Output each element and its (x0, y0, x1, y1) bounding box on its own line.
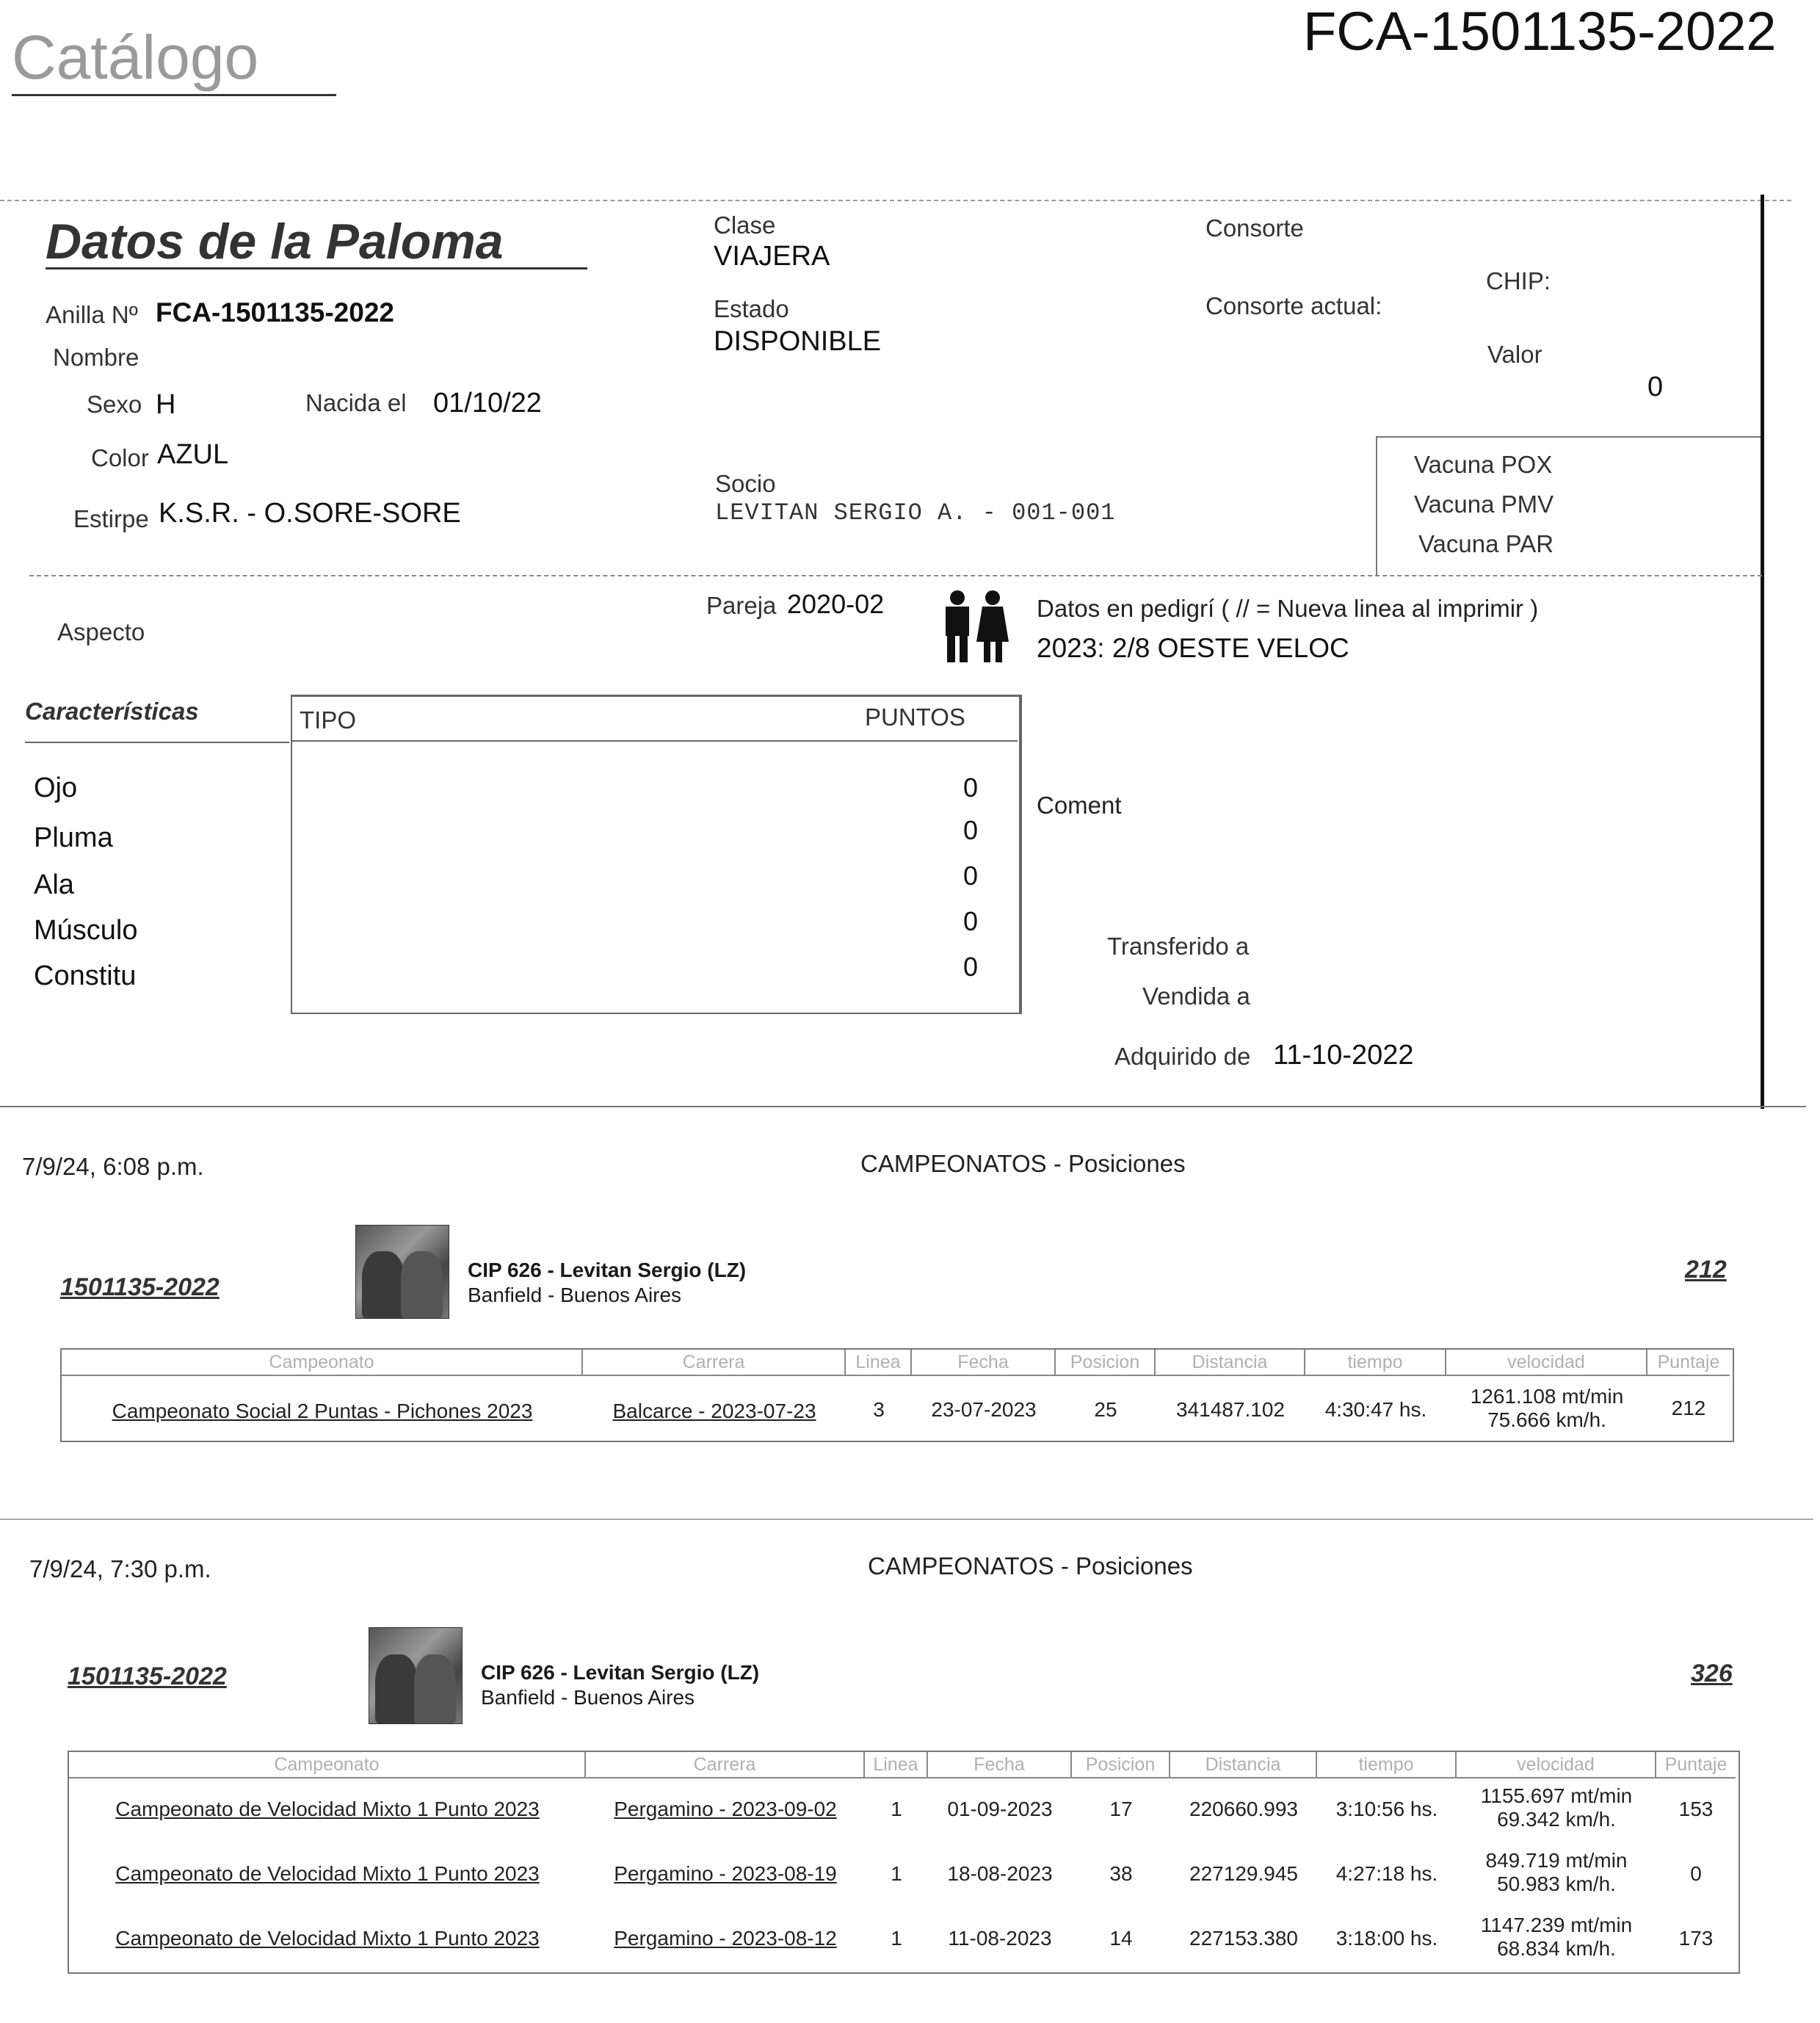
title-underline (12, 94, 336, 96)
frame-bottom-line (0, 1106, 1806, 1107)
r2-row1-velocidad-km: 69.342 km/h. (1497, 1808, 1616, 1831)
r1-row1-linea: 3 (873, 1398, 885, 1421)
catalog-title: Catálogo (12, 23, 259, 92)
clase-value: VIAJERA (714, 241, 830, 272)
tipo-header-line (291, 740, 1018, 742)
puntos-header: PUNTOS (865, 703, 965, 731)
frame-right-line (1761, 195, 1764, 1109)
r2-th-campeonato: Campeonato (69, 1752, 586, 1777)
r1-row1-posicion: 25 (1094, 1398, 1117, 1421)
r2-row1-campeonato[interactable]: Campeonato de Velocidad Mixto 1 Punto 2023 (115, 1798, 540, 1820)
nombre-label: Nombre (53, 344, 139, 371)
report1-ring-link[interactable]: 1501135-2022 (60, 1273, 220, 1301)
r1-th-campeonato: Campeonato (62, 1350, 583, 1375)
report1-owner: CIP 626 - Levitan Sergio (LZ) (468, 1259, 747, 1281)
r2-row2-distancia: 227129.945 (1189, 1862, 1298, 1885)
transferido-label: Transferido a (1107, 933, 1250, 960)
puntos-constitu: 0 (963, 952, 979, 982)
socio-label: Socio (715, 470, 776, 497)
color-value: AZUL (157, 439, 229, 470)
coment-label: Coment (1037, 792, 1122, 819)
puntos-ojo: 0 (963, 772, 979, 803)
r1-th-velocidad: velocidad (1446, 1350, 1647, 1375)
anilla-label: Anilla Nº (46, 301, 138, 328)
r2-row1-carrera[interactable]: Pergamino - 2023-09-02 (614, 1798, 837, 1820)
caracteristicas-underline (25, 742, 289, 743)
vacuna-par: Vacuna PAR (1418, 530, 1554, 557)
caracteristica-ala: Ala (34, 869, 74, 900)
r1-th-puntaje: Puntaje (1657, 1352, 1720, 1372)
r2-row3-distancia: 227153.380 (1189, 1927, 1298, 1950)
r2-row3-velocidad-km: 68.834 km/h. (1497, 1937, 1616, 1960)
r2-th-carrera: Carrera (586, 1752, 865, 1777)
report-separator (0, 1519, 1813, 1520)
r2-row2-velocidad-mt: 849.719 mt/min (1485, 1849, 1628, 1872)
r2-row2-puntaje: 0 (1690, 1862, 1702, 1885)
nacida-label: Nacida el (305, 389, 407, 416)
r2-row1-puntaje: 153 (1678, 1798, 1714, 1820)
sexo-value: H (156, 389, 176, 420)
vendida-label: Vendida a (1142, 982, 1250, 1010)
r1-row1-velocidad-mt: 1261.108 mt/min (1470, 1385, 1624, 1408)
r2-row1-linea: 1 (891, 1798, 902, 1820)
r2-row3-fecha: 11-08-2023 (948, 1927, 1052, 1950)
r2-th-linea: Linea (865, 1752, 928, 1777)
r2-row3-linea: 1 (891, 1927, 902, 1950)
puntos-pluma: 0 (963, 815, 979, 845)
r1-row1-campeonato[interactable]: Campeonato Social 2 Puntas - Pichones 2023 (112, 1400, 533, 1422)
clase-label: Clase (714, 211, 776, 239)
estado-label: Estado (714, 295, 789, 322)
r1-row1-tiempo: 4:30:47 hs. (1324, 1398, 1427, 1421)
nacida-value: 01/10/22 (433, 388, 542, 419)
report1-location: Banfield - Buenos Aires (468, 1284, 682, 1306)
consorte-actual-label: Consorte actual: (1206, 292, 1382, 319)
r2-row2-fecha: 18-08-2023 (947, 1862, 1053, 1885)
puntos-musculo: 0 (963, 906, 979, 936)
r2-row2-velocidad-km: 50.983 km/h. (1497, 1872, 1616, 1895)
caracteristica-musculo: Músculo (34, 915, 138, 946)
r2-th-posicion: Posicion (1072, 1752, 1170, 1777)
ring-code-header: FCA-1501135-2022 (1303, 1, 1777, 62)
r2-row1-tiempo: 3:10:56 hs. (1335, 1798, 1438, 1820)
r2-row3-campeonato[interactable]: Campeonato de Velocidad Mixto 1 Punto 2023 (115, 1927, 540, 1950)
caracteristicas-label: Características (25, 698, 199, 725)
caracteristica-pluma: Pluma (34, 822, 113, 853)
r2-th-tiempo: tiempo (1317, 1752, 1457, 1777)
r2-row1-fecha: 01-09-2023 (947, 1798, 1053, 1820)
report1-table (60, 1348, 1734, 1442)
estado-value: DISPONIBLE (714, 326, 882, 357)
vacuna-pmv: Vacuna PMV (1414, 491, 1554, 518)
r2-th-distancia: Distancia (1170, 1752, 1317, 1777)
r2-row2-tiempo: 4:27:18 hs. (1335, 1862, 1438, 1885)
r1-th-posicion: Posicion (1056, 1350, 1156, 1375)
r1-th-carrera: Carrera (583, 1350, 846, 1375)
r2-row1-velocidad-mt: 1155.697 mt/min (1480, 1784, 1633, 1807)
report1-timestamp: 7/9/24, 6:08 p.m. (22, 1153, 204, 1180)
puntos-ala: 0 (963, 861, 979, 891)
report2-location: Banfield - Buenos Aires (481, 1686, 695, 1709)
aspecto-label: Aspecto (57, 618, 145, 645)
report2-owner: CIP 626 - Levitan Sergio (LZ) (481, 1661, 760, 1684)
report2-title: CAMPEONATOS - Posiciones (868, 1552, 1193, 1579)
r1-row1-velocidad-km: 75.666 km/h. (1487, 1408, 1606, 1431)
vacuna-pox: Vacuna POX (1414, 451, 1553, 478)
tipo-header: TIPO (300, 706, 357, 734)
report2-total-link[interactable]: 326 (1691, 1660, 1733, 1687)
r1-th-tiempo: tiempo (1305, 1350, 1446, 1375)
r2-row1-distancia: 220660.993 (1189, 1798, 1298, 1820)
r2-row3-puntaje: 173 (1678, 1927, 1714, 1950)
report2-table (68, 1751, 1740, 1974)
sexo-label: Sexo (87, 391, 142, 418)
r1-row1-fecha: 23-07-2023 (931, 1398, 1037, 1421)
r1-th-fecha: Fecha (912, 1350, 1056, 1375)
r2-th-fecha: Fecha (928, 1752, 1072, 1777)
report2-owner-photo (369, 1627, 463, 1724)
r1-row1-distancia: 341487.102 (1176, 1398, 1285, 1421)
report2-ring-link[interactable]: 1501135-2022 (68, 1662, 227, 1690)
consorte-label: Consorte (1206, 214, 1304, 242)
chip-label: CHIP: (1486, 267, 1551, 294)
r1-th-distancia: Distancia (1156, 1350, 1305, 1375)
couple-icon (937, 587, 1013, 664)
r2-row2-linea: 1 (891, 1862, 902, 1885)
pareja-label: Pareja (706, 592, 777, 619)
r2-row3-carrera[interactable]: Pergamino - 2023-08-12 (614, 1927, 837, 1950)
r2-row3-velocidad-mt: 1147.239 mt/min (1480, 1914, 1633, 1936)
pedigri-value: 2023: 2/8 OESTE VELOC (1037, 633, 1349, 663)
r1-th-linea: Linea (846, 1350, 912, 1375)
r2-row2-carrera[interactable]: Pergamino - 2023-08-19 (614, 1862, 837, 1885)
report2-timestamp: 7/9/24, 7:30 p.m. (29, 1555, 211, 1582)
section-title-underline (46, 267, 587, 269)
adquirido-label: Adquirido de (1114, 1043, 1251, 1070)
r1-row1-puntaje: 212 (1671, 1397, 1706, 1419)
caracteristica-constitu: Constitu (34, 960, 137, 991)
tipo-table (291, 695, 1022, 1014)
r2-row2-posicion: 38 (1109, 1862, 1133, 1885)
estirpe-label: Estirpe (73, 505, 149, 532)
socio-value: LEVITAN SERGIO A. - 001-001 (715, 499, 1116, 526)
pedigri-label: Datos en pedigrí ( // = Nueva linea al imprimir ) (1037, 595, 1539, 622)
r1-row1-carrera[interactable]: Balcarce - 2023-07-23 (612, 1400, 816, 1422)
r2-th-velocidad: velocidad (1457, 1752, 1656, 1777)
report1-title: CAMPEONATOS - Posiciones (860, 1150, 1186, 1177)
r2-th-puntaje: Puntaje (1664, 1754, 1727, 1775)
report1-owner-photo (355, 1225, 449, 1319)
color-label: Color (91, 444, 149, 471)
valor-value: 0 (1647, 372, 1664, 402)
estirpe-value: K.S.R. - O.SORE-SORE (159, 498, 461, 529)
valor-label: Valor (1487, 341, 1542, 368)
pareja-value: 2020-02 (787, 589, 885, 619)
report1-total-link[interactable]: 212 (1685, 1256, 1727, 1284)
r2-row3-tiempo: 3:18:00 hs. (1335, 1927, 1438, 1950)
adquirido-value: 11-10-2022 (1273, 1040, 1414, 1071)
anilla-value: FCA-1501135-2022 (156, 297, 394, 327)
section-title: Datos de la Paloma (46, 214, 504, 269)
r2-row1-posicion: 17 (1109, 1798, 1133, 1820)
frame-top-line (0, 200, 1791, 201)
r2-row3-posicion: 14 (1109, 1927, 1133, 1950)
caracteristica-ojo: Ojo (34, 772, 78, 803)
r2-row2-campeonato[interactable]: Campeonato de Velocidad Mixto 1 Punto 2023 (115, 1862, 540, 1885)
